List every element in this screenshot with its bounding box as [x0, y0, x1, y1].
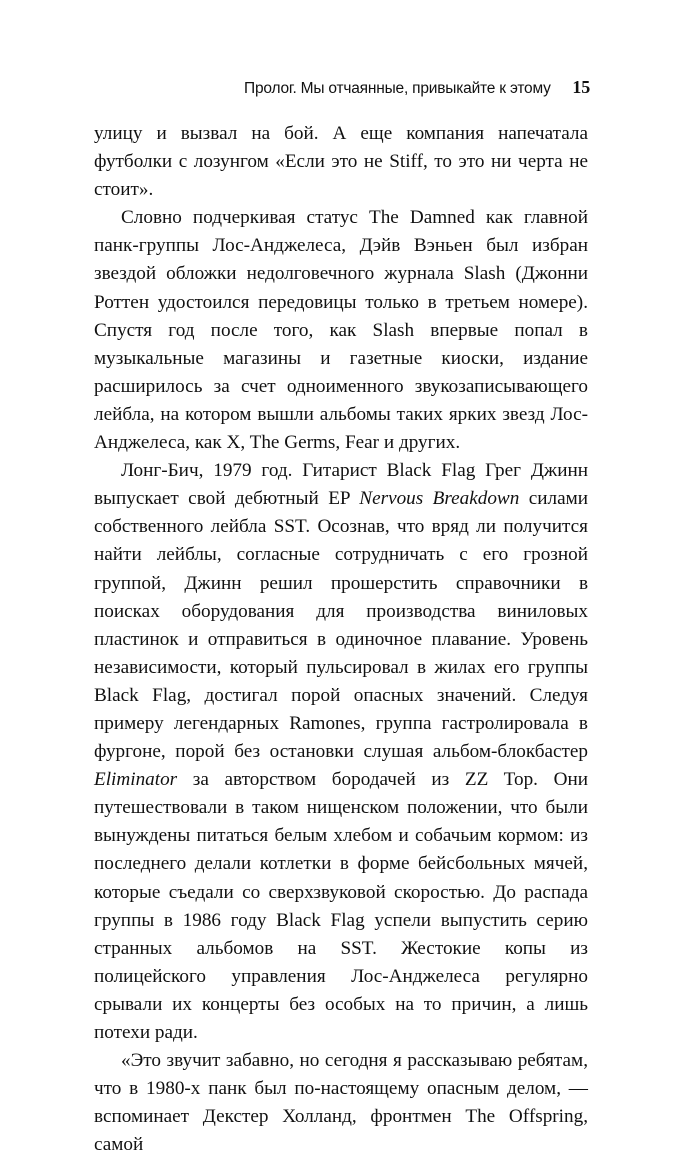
paragraph-quote: «Это звучит забавно, но сегодня я рассказываю ребятам, что в 1980-х панк был по-настоящему опасным делом, — вспоминает Декстер Холланд, фронтмен The Offspring, самой	[94, 1050, 588, 1156]
body-text	[94, 120, 588, 1159]
paragraph-black-flag	[94, 457, 588, 1047]
album-title-nervous-breakdown: Nervous Breakdown	[359, 488, 520, 510]
page-number: 15	[572, 77, 590, 97]
paragraph-continuation: улицу и вызвал на бой. А еще компания напечатала футболки с лозунгом «Если это не Stiff, то это ни черта не стоит».	[94, 123, 588, 201]
paragraph-text: Лонг-Бич, 1979 год. Гитарист Black Flag Грег Джинн выпускает свой дебютный EP	[94, 460, 588, 510]
running-title: Пролог. Мы отчаянные, привыкайте к этому	[244, 80, 551, 97]
paragraph-damned: Словно подчеркивая статус The Damned как главной панк-группы Лос-Анджелеса, Дэйв Вэньен был избран звездой обложки недолговечного журнала Slash (Джонни Роттен удостоился передовицы только в третьем номере). Спустя год после того, как Slash впервые попал в музыкальные магазины и газетные киоски, издание расширилось за счет одноименного звукозаписывающего лейбла, на котором вышли альбомы таких ярких звезд Лос-Анджелеса, как X, The Germs, Fear и других.	[94, 207, 588, 454]
album-title-eliminator: Eliminator	[94, 769, 178, 791]
paragraph-text: за авторством бородачей из ZZ Top. Они путешествовали в таком нищенском положении, что были вынуждены питаться белым хлебом и собачьим кормом: из последнего делали котлетки в форме бейсбольных мячей, которые съедали со сверхзвуковой скоростью. До распада группы в 1986 году Black Flag успели выпустить серию странных альбомов на SST. Жестокие копы из полицейского управления Лос-Анджелеса регулярно срывали их концерты без особых на то причин, а лишь потехи ради.	[94, 769, 588, 1043]
running-header	[244, 77, 590, 98]
paragraph-text: силами собственного лейбла SST. Осознав, что вряд ли получится найти лейблы, согласные сотрудничать с его грозной группой, Джинн решил прошерстить справочники в поисках оборудования для производства виниловых пластинок и отправиться в одиночное плавание. Уровень независимости, который пульсировал в жилах его группы Black Flag, достигал порой опасных значений. Следуя примеру легендарных Ramones, группа гастролировала в фургоне, порой без остановки слушая альбом-блокбастер	[94, 488, 588, 763]
